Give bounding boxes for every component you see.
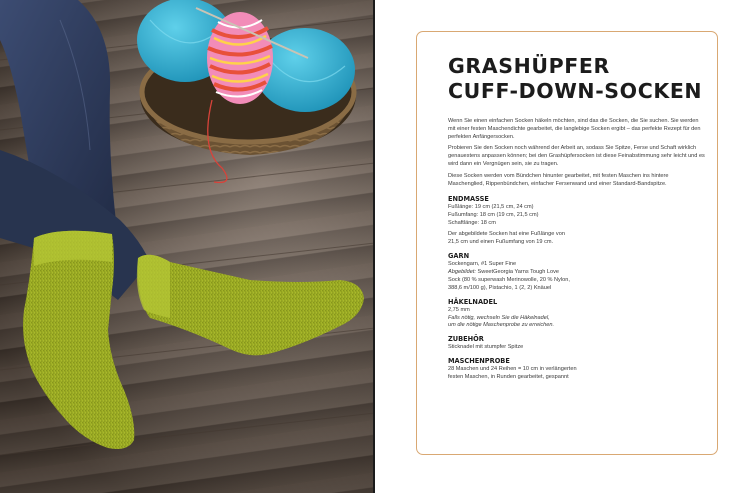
section-heading-haekelnadel: HÄKELNADEL bbox=[448, 297, 498, 306]
notions-line: Sticknadel mit stumpfer Spitze bbox=[448, 344, 524, 351]
intro-paragraph: Probieren Sie den Socken noch während der Arbeit an, sodass Sie Spitze, Ferse und Schaft wirklich genauestens anpassen können; bei den Grashüpfersocken ist diese Feinabstimmung sehr leicht und es wird dann ein Vergnügen sein, sie zu tragen. bbox=[448, 145, 705, 168]
hook-note: Falls nötig, wechseln Sie die Häkelnadel, bbox=[448, 314, 550, 321]
gauge-line: 28 Maschen und 24 Reihen = 10 cm in verlängerten bbox=[448, 366, 577, 373]
hook-note: um die nötige Maschenprobe zu erreichen. bbox=[448, 322, 555, 329]
section-heading-garn: GARN bbox=[448, 251, 470, 260]
section-heading-zubehoer: ZUBEHÖR bbox=[448, 335, 484, 344]
section-heading-endmasse: ENDMASSE bbox=[448, 195, 489, 204]
measurement-note: 21,5 cm und einen Fußumfang von 19 cm. bbox=[448, 239, 554, 246]
intro-paragraph: Wenn Sie einen einfachen Socken häkeln möchten, sind das die Socken, die Sie suchen. Sie werden mit einer festen Maschendichte gearbeitet, die langlebige Socken ergibt – das perfekte Rezept für den perfekten Anfängersocken. bbox=[448, 118, 701, 140]
yarn-abgebildet-label: Abgebildet: bbox=[448, 268, 476, 275]
book-spine bbox=[373, 0, 375, 493]
yarn-line: 388,6 m/100 g), Pistachio, 1 (2, 2) Knäuel bbox=[448, 284, 552, 291]
yarn-line: Sock (80 % superwash Merinowolle, 20 % Nylon, bbox=[448, 276, 570, 283]
gauge-line: festen Maschen, in Runden gearbeitet, gespannt bbox=[448, 374, 569, 381]
hook-size: 2,75 mm bbox=[448, 306, 470, 313]
section-heading-maschenprobe: MASCHENPROBE bbox=[448, 357, 510, 366]
measurement-line: Schaftlänge: 18 cm bbox=[448, 220, 496, 227]
text-page bbox=[377, 0, 750, 493]
yarn-brand: SweetGeorgia Yarns Tough Love bbox=[476, 268, 560, 275]
title-line-1: GRASHÜPFER bbox=[448, 54, 610, 78]
yarn-line bbox=[448, 269, 706, 277]
yarn-line: Sockengarn, #1 Super Fine bbox=[448, 260, 517, 267]
measurement-line: Fußlänge: 19 cm (21,5 cm, 24 cm) bbox=[448, 204, 534, 211]
pattern-description bbox=[448, 118, 706, 382]
measurement-line: Fußumfang: 18 cm (19 cm, 21,5 cm) bbox=[448, 212, 539, 219]
measurement-note: Der abgebildete Socken hat eine Fußlänge von bbox=[448, 231, 565, 238]
intro-paragraph: Diese Socken werden vom Bündchen hinunter gearbeitet, mit festen Maschen ins hintere Maschenglied, Rippenbündchen, einfacher Fersenwand und einer Standard-Bandspitze. bbox=[448, 172, 669, 187]
page-title bbox=[448, 54, 718, 104]
title-line-2: CUFF-DOWN-SOCKEN bbox=[448, 79, 703, 103]
right-sock bbox=[137, 255, 364, 356]
